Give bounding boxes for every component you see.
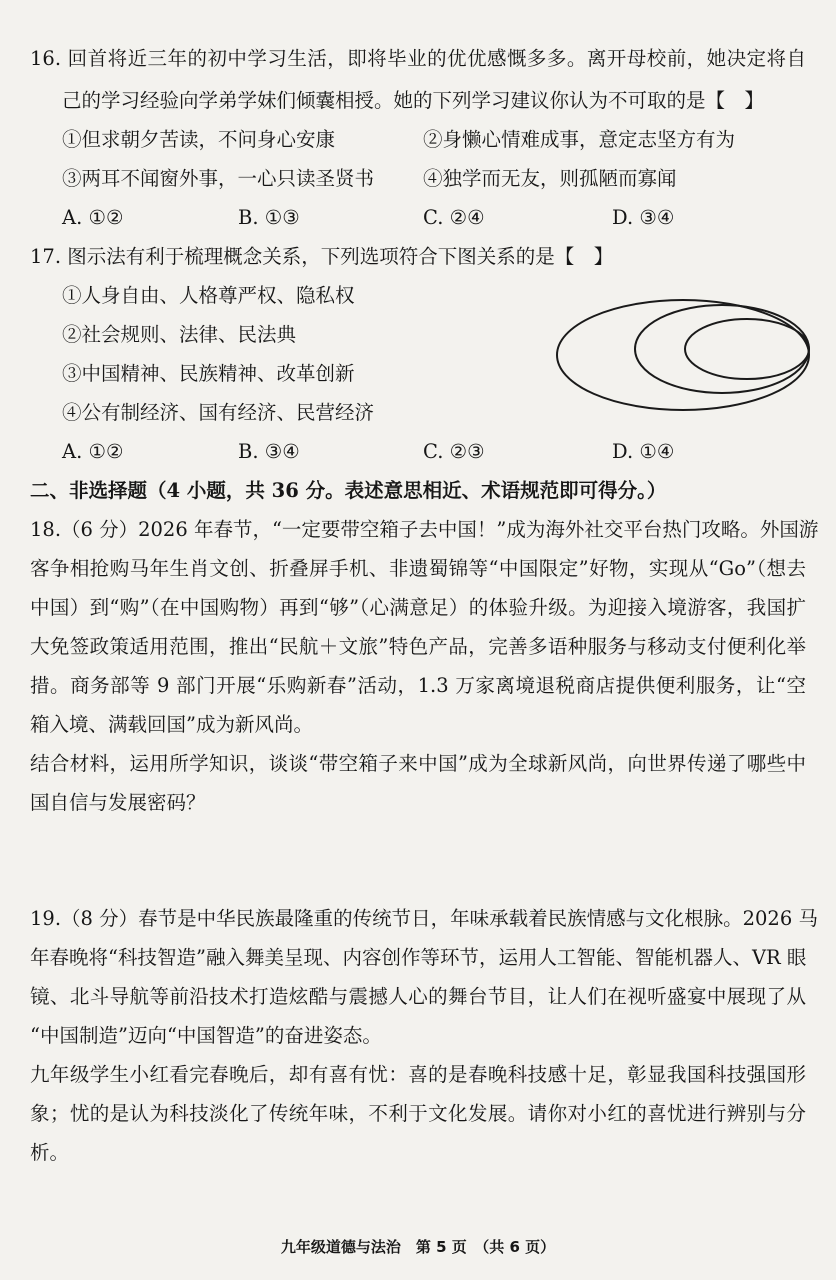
- q16-option-a: A. ①②: [62, 206, 124, 229]
- q16-item-4: ④独学而无友，则孤陋而寡闻: [423, 167, 677, 190]
- q16-item-1: ①但求朝夕苦读，不问身心安康: [62, 128, 336, 151]
- q19-line-1: 19.（8 分）春节是中华民族最隆重的传统节日，年味承载着民族情感与文化根脉。2026 马: [30, 907, 818, 930]
- q18-line-2: 客争相抢购马年生肖文创、折叠屏手机、非遗蜀锦等“中国限定”好物，实现从“Go”（想去: [30, 557, 806, 580]
- section2-heading: 二、非选择题（4 小题，共 36 分。表述意思相近、术语规范即可得分。）: [30, 479, 667, 502]
- q16-item-2: ②身懒心情难成事，意定志坚方有为: [423, 128, 736, 151]
- q19-line-2: 年春晚将“科技智造”融入舞美呈现、内容创作等环节，运用人工智能、智能机器人、VR 眼: [30, 946, 807, 969]
- q18-line-4: 大免签政策适用范围，推出“民航＋文旅”特色产品，完善多语种服务与移动支付便利化举: [30, 635, 806, 658]
- q18-question-line2: 国自信与发展密码？: [30, 791, 206, 814]
- nested-ellipses-diagram: [552, 295, 814, 415]
- q17-option-a: A. ①②: [62, 440, 124, 463]
- q16-item-3: ③两耳不闻窗外事，一心只读圣贤书: [62, 167, 375, 190]
- q17-stem: 17. 图示法有利于梳理概念关系，下列选项符合下图关系的是【 】: [30, 245, 614, 268]
- q19-line-4: “中国制造”迈向“中国智造”的奋进姿态。: [30, 1024, 382, 1047]
- q19-question-line1: 九年级学生小红看完春晚后，却有喜有忧：喜的是春晚科技感十足，彰显我国科技强国形: [30, 1063, 806, 1086]
- page-footer: 九年级道德与法治 第 5 页 （共 6 页）: [280, 1238, 556, 1256]
- q17-option-b: B. ③④: [238, 440, 300, 463]
- q16-stem-line2: 己的学习经验向学弟学妹们倾囊相授。她的下列学习建议你认为不可取的是【 】: [62, 89, 765, 112]
- q19-line-3: 镜、北斗导航等前沿技术打造炫酷与震撼人心的舞台节目，让人们在视听盛宴中展现了从: [30, 985, 806, 1008]
- q17-item-4: ④公有制经济、国有经济、民营经济: [62, 401, 375, 424]
- q18-line-6: 箱入境、满载回国”成为新风尚。: [30, 713, 313, 736]
- q17-option-c: C. ②③: [423, 440, 485, 463]
- middle-ellipse: [635, 305, 809, 393]
- q18-question-line1: 结合材料，运用所学知识，谈谈“带空箱子来中国”成为全球新风尚，向世界传递了哪些中: [30, 752, 806, 775]
- q17-option-d: D. ①④: [612, 440, 675, 463]
- q16-stem-line1: 16. 回首将近三年的初中学习生活，即将毕业的优优感慨多多。离开母校前，她决定将自: [30, 47, 806, 70]
- outer-ellipse: [557, 300, 809, 410]
- q17-item-2: ②社会规则、法律、民法典: [62, 323, 297, 346]
- q17-item-1: ①人身自由、人格尊严权、隐私权: [62, 284, 355, 307]
- q16-option-d: D. ③④: [612, 206, 675, 229]
- inner-ellipse: [685, 319, 809, 379]
- q16-option-c: C. ②④: [423, 206, 485, 229]
- q18-line-1: 18.（6 分）2026 年春节，“一定要带空箱子去中国！”成为海外社交平台热门攻略。外国游: [30, 518, 819, 541]
- q16-option-b: B. ①③: [238, 206, 300, 229]
- q18-line-3: 中国）到“购”（在中国购物）再到“够”（心满意足）的体验升级。为迎接入境游客，我国扩: [30, 596, 806, 619]
- q19-question-line3: 析。: [30, 1141, 70, 1164]
- q18-line-5: 措。商务部等 9 部门开展“乐购新春”活动，1.3 万家离境退税商店提供便利服务，让“空: [30, 674, 806, 697]
- q19-question-line2: 象；忧的是认为科技淡化了传统年味，不利于文化发展。请你对小红的喜忧进行辨别与分: [30, 1102, 806, 1125]
- q17-item-3: ③中国精神、民族精神、改革创新: [62, 362, 355, 385]
